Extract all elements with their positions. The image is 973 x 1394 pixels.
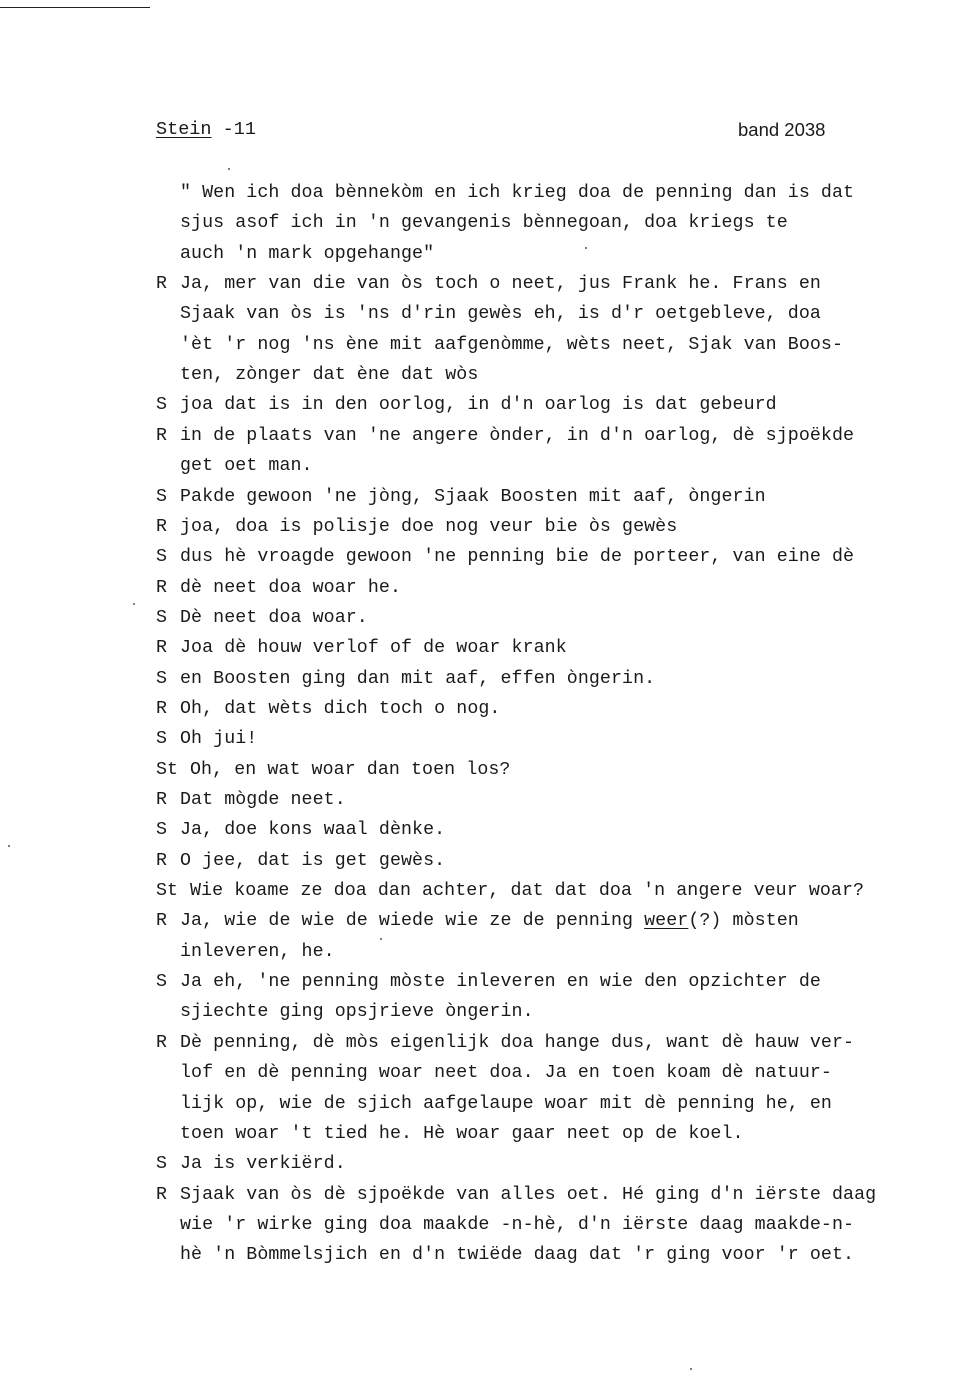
transcript-continuation-line xyxy=(0,330,973,360)
transcript-line xyxy=(0,694,973,724)
transcript-line xyxy=(0,573,973,603)
line-text: in de plaats van 'ne angere ònder, in d'n oarlog, dè sjpoëkde xyxy=(180,425,855,446)
speaker-label: R xyxy=(156,638,168,659)
scan-speck xyxy=(380,938,382,940)
line-text: Joa dè houw verlof of de woar krank xyxy=(180,638,567,659)
line-text: Ja eh, 'ne penning mòste inleveren en wie den opzichter de xyxy=(180,972,821,993)
top-left-rule xyxy=(0,7,150,8)
line-text: get oet man. xyxy=(180,456,313,477)
speaker-label: R xyxy=(156,274,168,295)
speaker-label: R xyxy=(156,790,168,810)
line-text: lof en dè penning woar neet doa. Ja en toen koam dè natuur- xyxy=(180,1063,832,1084)
transcript-line xyxy=(0,1149,973,1179)
scan-speck xyxy=(228,168,230,170)
line-text: inleveren, he. xyxy=(180,941,335,962)
speaker-label: S xyxy=(156,395,168,416)
transcript-line xyxy=(0,421,973,451)
scan-speck xyxy=(585,247,587,249)
transcript-continuation-line xyxy=(0,360,973,390)
transcript-line xyxy=(0,664,973,694)
speaker-label: R xyxy=(156,516,168,537)
line-text: 'èt 'r nog 'ns ène mit aafgenòmme, wèts neet, Sjak van Boos- xyxy=(180,334,844,355)
transcript-line xyxy=(0,1180,973,1210)
transcript-continuation-line xyxy=(0,1210,973,1240)
line-text: lijk op, wie de sjich aafgelaupe woar mit dè penning he, en xyxy=(180,1093,832,1114)
line-text: joa dat is in den oorlog, in d'n oarlog is dat gebeurd xyxy=(180,395,777,416)
transcript-continuation-line xyxy=(0,299,973,329)
speaker-label: R xyxy=(156,1032,168,1053)
line-text: dè neet doa woar he. xyxy=(180,577,402,598)
transcript-line xyxy=(0,846,973,876)
line-text: sjus asof ich in 'n gevangenis bènnegoan, doa kriegs te xyxy=(180,213,788,234)
line-text: Ja, mer van die van òs toch o neet, jus Frank he. Frans en xyxy=(180,274,821,295)
transcript-line xyxy=(0,967,973,997)
underlined-word: weer xyxy=(644,911,689,932)
speaker-label: S xyxy=(156,820,168,841)
speaker-label: St xyxy=(156,881,179,902)
speaker-label: R xyxy=(156,911,168,932)
speaker-label: S xyxy=(156,607,168,628)
transcript-continuation-line xyxy=(0,451,973,481)
speaker-label: S xyxy=(156,547,168,568)
transcript-line xyxy=(0,876,973,906)
line-text: Oh, en wat woar dan toen los? xyxy=(190,759,511,780)
transcript-line xyxy=(0,603,973,633)
line-text: Pakde gewoon 'ne jòng, Sjaak Boosten mit aaf, òngerin xyxy=(180,486,766,507)
header-title: Stein xyxy=(156,119,212,140)
transcript-line xyxy=(0,633,973,663)
line-text: O jee, dat is get gewès. xyxy=(180,850,446,871)
transcript-continuation-line xyxy=(0,1089,973,1119)
line-text: Sjaak van òs is 'ns d'rin gewès eh, is d'r oetgebleve, doa xyxy=(180,304,821,325)
speaker-label: S xyxy=(156,972,168,993)
transcript-line xyxy=(0,1028,973,1058)
line-text: sjiechte ging opsjrieve òngerin. xyxy=(180,1002,534,1023)
header-page-number: -11 xyxy=(211,119,256,140)
line-text: hè 'n Bòmmelsjich en d'n twiëde daag dat 'r ging voor 'r oet. xyxy=(180,1245,855,1266)
transcript-continuation-line xyxy=(0,239,973,269)
scan-speck xyxy=(8,845,10,847)
transcript-continuation-line xyxy=(0,178,973,208)
line-text: wie 'r wirke ging doa maakde -n-hè, d'n iërste daag maakde-n- xyxy=(180,1214,855,1235)
line-text: Dè penning, dè mòs eigenlijk doa hange dus, want dè hauw ver- xyxy=(180,1032,855,1053)
transcript-line xyxy=(0,269,973,299)
header-band-number: band 2038 xyxy=(738,119,826,140)
line-text: joa, doa is polisje doe nog veur bie òs gewès xyxy=(180,516,678,537)
transcript-continuation-line xyxy=(0,1119,973,1149)
speaker-label: S xyxy=(156,486,168,507)
transcript-line xyxy=(0,815,973,845)
speaker-label: S xyxy=(156,668,168,689)
transcript-continuation-line xyxy=(0,937,973,967)
line-text: toen woar 't tied he. Hè woar gaar neet op de koel. xyxy=(180,1123,744,1144)
transcript-continuation-line xyxy=(0,1058,973,1088)
transcript-line xyxy=(0,724,973,754)
line-text: " Wen ich doa bènnekòm en ich krieg doa de penning dan is dat xyxy=(180,183,855,203)
line-text: Oh, dat wèts dich toch o nog. xyxy=(180,698,501,719)
transcript-line xyxy=(0,755,973,785)
scan-speck xyxy=(690,1368,692,1370)
line-text: Ja, wie de wie de wiede wie ze de penning weer(?) mòsten xyxy=(180,911,799,932)
page-header-left xyxy=(156,119,256,140)
line-text: Ja, doe kons waal dènke. xyxy=(180,820,446,841)
line-text: Ja is verkiërd. xyxy=(180,1154,346,1175)
transcript-line xyxy=(0,906,973,936)
line-text: Dè neet doa woar. xyxy=(180,607,368,628)
speaker-label: R xyxy=(156,698,168,719)
transcript-continuation-line xyxy=(0,1240,973,1270)
line-text: Wie koame ze doa dan achter, dat dat doa 'n angere veur woar? xyxy=(190,881,865,902)
speaker-label: R xyxy=(156,425,168,446)
line-text: Sjaak van òs dè sjpoëkde van alles oet. Hé ging d'n iërste daag xyxy=(180,1184,877,1205)
speaker-label: R xyxy=(156,577,168,598)
speaker-label: R xyxy=(156,850,168,871)
speaker-label: R xyxy=(156,1184,168,1205)
transcript-line xyxy=(0,482,973,512)
line-text: Oh jui! xyxy=(180,729,258,750)
speaker-label: St xyxy=(156,759,179,780)
transcript-continuation-line xyxy=(0,208,973,238)
transcript-line xyxy=(0,390,973,420)
transcript-line xyxy=(0,785,973,815)
transcript-line xyxy=(0,512,973,542)
speaker-label: S xyxy=(156,1154,168,1175)
transcript-line xyxy=(0,542,973,572)
speaker-label: S xyxy=(156,729,168,750)
transcript-continuation-line xyxy=(0,997,973,1027)
line-text: auch 'n mark opgehange" xyxy=(180,243,435,264)
line-text: dus hè vroagde gewoon 'ne penning bie de porteer, van eine dè xyxy=(180,547,855,568)
line-text: Dat mògde neet. xyxy=(180,790,346,810)
line-text: en Boosten ging dan mit aaf, effen òngerin. xyxy=(180,668,656,689)
scan-speck xyxy=(133,603,135,605)
line-text: ten, zònger dat ène dat wòs xyxy=(180,365,479,386)
